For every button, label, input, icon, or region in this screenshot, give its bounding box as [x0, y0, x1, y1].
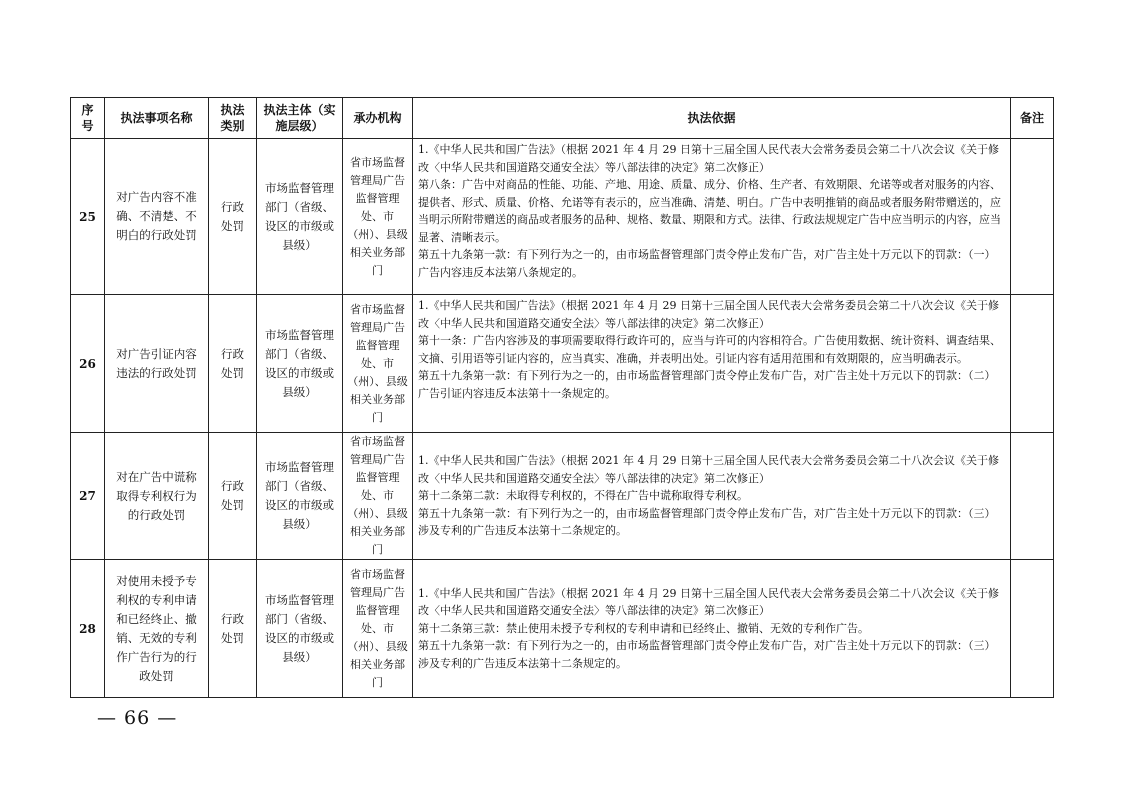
table-header-row: [71, 98, 1054, 139]
enforcement-table: [70, 97, 1054, 698]
row-subject: 市场监督管理部门（省级、设区的市级或县级）: [257, 560, 343, 698]
table-row: [71, 433, 1054, 560]
basis-penalty-clause: 第五十九条第一款：有下列行为之一的，由市场监督管理部门责令停止发布广告，对广告主处十万元以下的罚款：（一）广告内容违反本法第八条规定的。: [418, 248, 996, 279]
row-agency: 省市场监督管理局广告监督管理处、市（州）、县级相关业务部门: [343, 139, 413, 295]
basis-law-citation: 1.《中华人民共和国广告法》（根据 2021 年 4 月 29 日第十三届全国人民代表大会常务委员会第二十八次会议《关于修改〈中华人民共和国道路交通安全法〉等八部法律的决定》第二次修正）: [418, 586, 999, 618]
basis-article: 第八条：广告中对商品的性能、功能、产地、用途、质量、成分、价格、生产者、有效期限、允诺等或者对服务的内容、提供者、形式、质量、价格、允诺等有表示的，应当准确、清楚、明白。广告中表明推销的商品或者服务附带赠送的，应当明示所附带赠送的商品或者服务的品种、规格、数量、期限和方式。法律、行政法规规定广告中应当明示的内容，应当显著、清晰表示。: [418, 178, 1001, 244]
row-agency: 省市场监督管理局广告监督管理处、市（州）、县级相关业务部门: [343, 560, 413, 698]
table-row: [71, 139, 1054, 295]
row-seq: 27: [71, 433, 105, 560]
basis-law-citation: 1.《中华人民共和国广告法》（根据 2021 年 4 月 29 日第十三届全国人民代表大会常务委员会第二十八次会议《关于修改〈中华人民共和国道路交通安全法〉等八部法律的决定》第二次修正）: [418, 143, 999, 174]
row-name: 对使用未授予专利权的专利申请和已经终止、撤销、无效的专利作广告行为的行政处罚: [105, 560, 209, 698]
row-basis: [413, 139, 1011, 295]
header-name: 执法事项名称: [105, 98, 209, 139]
row-remark: [1011, 560, 1054, 698]
row-subject: 市场监督管理部门（省级、设区的市级或县级）: [257, 295, 343, 433]
row-subject: 市场监督管理部门（省级、设区的市级或县级）: [257, 139, 343, 295]
table-row: [71, 295, 1054, 433]
row-name: 对广告引证内容违法的行政处罚: [105, 295, 209, 433]
row-remark: [1011, 139, 1054, 295]
basis-penalty-clause: 第五十九条第一款：有下列行为之一的，由市场监督管理部门责令停止发布广告，对广告主处十万元以下的罚款：（二）广告引证内容违反本法第十一条规定的。: [418, 369, 996, 400]
page-number: — 66 —: [97, 707, 178, 729]
row-remark: [1011, 295, 1054, 433]
row-type: 行政处罚: [209, 295, 257, 433]
row-basis: [413, 295, 1011, 433]
basis-law-citation: 1.《中华人民共和国广告法》（根据 2021 年 4 月 29 日第十三届全国人民代表大会常务委员会第二十八次会议《关于修改〈中华人民共和国道路交通安全法〉等八部法律的决定》第二次修正）: [418, 299, 999, 330]
header-type: 执法类别: [209, 98, 257, 139]
basis-article: 第十一条：广告内容涉及的事项需要取得行政许可的，应当与许可的内容相符合。广告使用数据、统计资料、调查结果、文摘、引用语等引证内容的，应当真实、准确，并表明出处。引证内容有适用范围和有效期限的，应当明确表示。: [418, 334, 1001, 365]
row-name: 对在广告中谎称取得专利权行为的行政处罚: [105, 433, 209, 560]
row-agency: 省市场监督管理局广告监督管理处、市（州）、县级相关业务部门: [343, 295, 413, 433]
basis-penalty-clause: 第五十九条第一款：有下列行为之一的，由市场监督管理部门责令停止发布广告，对广告主处十万元以下的罚款：（三）涉及专利的广告违反本法第十二条规定的。: [418, 639, 996, 670]
row-remark: [1011, 433, 1054, 560]
header-remark: 备注: [1011, 98, 1054, 139]
row-seq: 28: [71, 560, 105, 698]
row-name: 对广告内容不准确、不清楚、不明白的行政处罚: [105, 139, 209, 295]
table-row: [71, 560, 1054, 698]
header-subject: 执法主体（实施层级）: [257, 98, 343, 139]
row-type: 行政处罚: [209, 139, 257, 295]
row-basis: [413, 433, 1011, 560]
row-seq: 25: [71, 139, 105, 295]
basis-law-citation: 1.《中华人民共和国广告法》（根据 2021 年 4 月 29 日第十三届全国人民代表大会常务委员会第二十八次会议《关于修改〈中华人民共和国道路交通安全法〉等八部法律的决定》第二次修正）: [418, 454, 999, 485]
row-subject: 市场监督管理部门（省级、设区的市级或县级）: [257, 433, 343, 560]
row-type: 行政处罚: [209, 433, 257, 560]
row-agency: 省市场监督管理局广告监督管理处、市（州）、县级相关业务部门: [343, 433, 413, 560]
basis-penalty-clause: 第五十九条第一款：有下列行为之一的，由市场监督管理部门责令停止发布广告，对广告主处十万元以下的罚款：（三）涉及专利的广告违反本法第十二条规定的。: [418, 506, 996, 538]
basis-article: 第十二条第二款：未取得专利权的，不得在广告中谎称取得专利权。: [418, 489, 748, 503]
row-type: 行政处罚: [209, 560, 257, 698]
header-agency: 承办机构: [343, 98, 413, 139]
basis-article: 第十二条第三款：禁止使用未授予专利权的专利申请和已经终止、撤销、无效的专利作广告。: [418, 621, 869, 635]
header-basis: 执法依据: [413, 98, 1011, 139]
row-seq: 26: [71, 295, 105, 433]
row-basis: [413, 560, 1011, 698]
header-seq: 序号: [71, 98, 105, 139]
